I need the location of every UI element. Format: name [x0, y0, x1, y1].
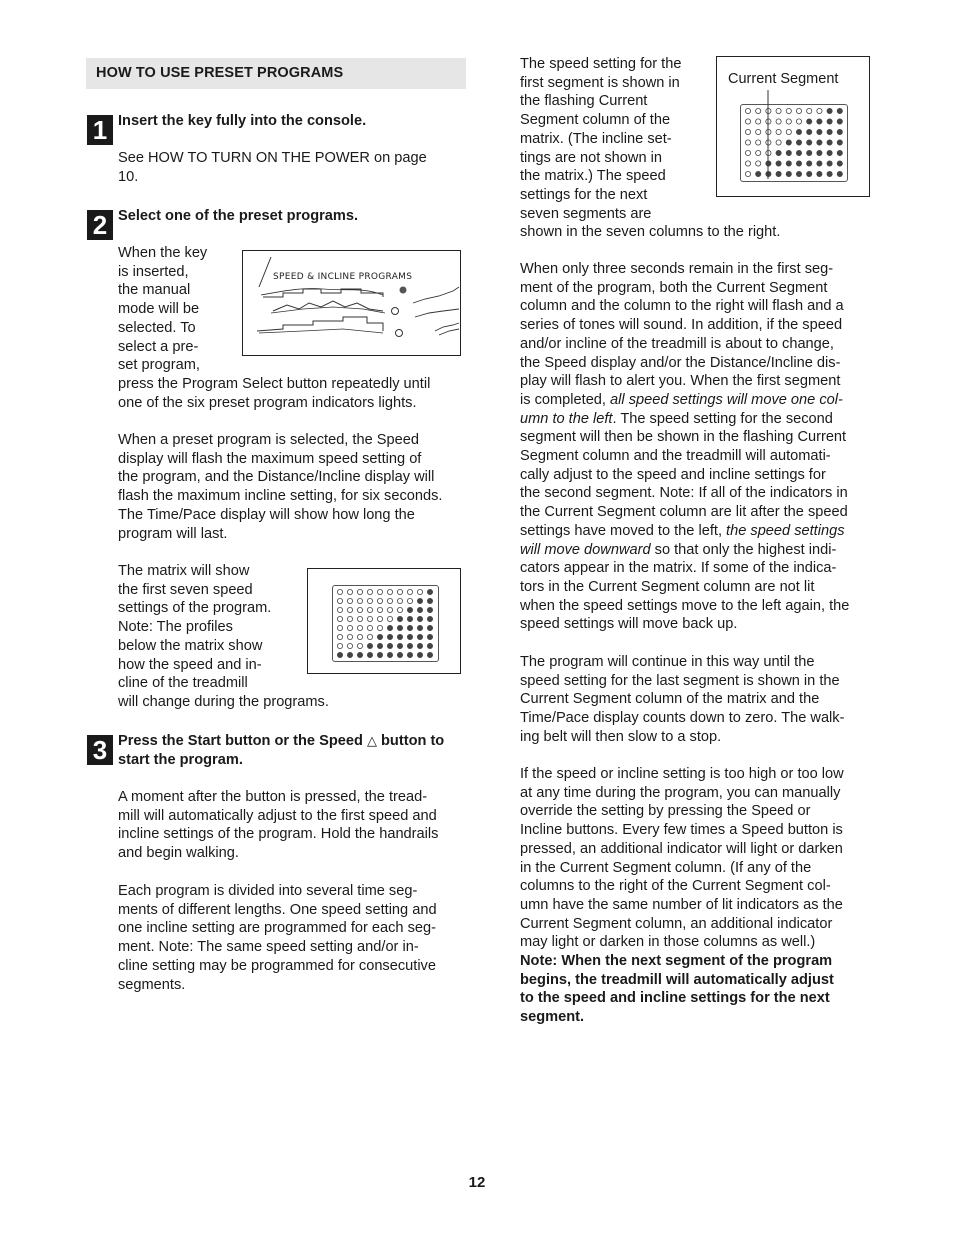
matrix-indicator	[407, 589, 412, 594]
matrix-indicator	[397, 652, 402, 657]
step-2-heading: Select one of the preset programs.	[118, 208, 359, 224]
matrix-indicator	[337, 589, 342, 594]
matrix-indicator	[367, 643, 372, 648]
step-2-para-2: When a preset program is selected, the Speed display will flash the maximum speed setting of the program, and the Distance/Incline display will flash the maximum incline setting, for six seconds. The Time/Pace display will show how long the program will last.	[118, 432, 443, 542]
step-1-heading: Insert the key fully into the console.	[118, 113, 367, 129]
matrix-indicator	[397, 607, 402, 612]
speed-up-icon: △	[366, 733, 377, 748]
matrix-indicator	[367, 652, 372, 657]
matrix-indicator	[377, 598, 382, 603]
matrix-indicator	[367, 607, 372, 612]
step-3-para-2: Each program is divided into several time seg- ments of different lengths. One speed setting and one incline setting are programmed for each seg- ment. Note: The same speed setting and/or in- cline setting may be programmed for consecutive segments.	[118, 883, 437, 993]
matrix-indicator	[417, 607, 422, 612]
matrix-indicator	[407, 643, 412, 648]
matrix-indicator	[407, 652, 412, 657]
matrix-indicator	[387, 607, 392, 612]
matrix-indicator	[387, 598, 392, 603]
matrix-indicator	[397, 625, 402, 630]
right-para-2-c: . The speed setting for the second segment will then be shown in the flashing Current Segment column and the treadmill will automati- cally adjust to the speed and incline settings for the second segment. Note: If all of the indicators in the Current Segment column are lit after the speed settings have moved to the left,	[520, 410, 848, 539]
step-3-number: 3	[87, 735, 113, 765]
right-para-2-a: When only three seconds remain in the first seg- ment of the program, both the Current Segment column and the column to the right will flash and a series of tones will sound. In addition, if the speed and/or incline of the treadmill is about to change, the Speed display and/or the Distance/Incline dis- play will flash to alert you. When the first segment is completed,	[520, 261, 844, 408]
matrix-indicator	[347, 652, 352, 657]
matrix-indicator	[417, 634, 422, 639]
matrix-indicator	[357, 643, 362, 648]
right-para-3: The program will continue in this way until the speed setting for the last segment is shown in the Current Segment column of the matrix and the Time/Pace display counts down to zero. The walk- ing belt will then slow to a stop.	[520, 654, 845, 745]
program-profile-3	[257, 317, 383, 331]
matrix-indicator	[427, 625, 432, 630]
matrix-indicator	[377, 643, 382, 648]
matrix-indicator	[417, 616, 422, 621]
current-segment-label: Current Segment	[728, 71, 839, 87]
speed-matrix-illustration	[307, 568, 461, 674]
right-para-4: If the speed or incline setting is too high or too low at any time during the program, you can manually override the setting by pressing the Speed or Incline buttons. Every few times a Speed button is pressed, an additional indicator will light or darken in the Current Segment column. (If any of the columns to the right of the Current Segment col- umn have the same number of lit indicators as the Current Segment column, an additional indicator may light or darken in those columns as well.)	[520, 766, 844, 951]
matrix-indicator	[347, 643, 352, 648]
matrix-indicator	[387, 625, 392, 630]
matrix-indicator	[407, 598, 412, 603]
matrix-indicator	[367, 634, 372, 639]
current-segment-pointer	[717, 57, 869, 196]
matrix-indicator	[367, 616, 372, 621]
matrix-indicator	[427, 616, 432, 621]
matrix-indicator	[427, 598, 432, 603]
section-title: HOW TO USE PRESET PROGRAMS	[96, 65, 344, 81]
program-indicator-light-3	[396, 330, 403, 337]
matrix-indicator	[337, 616, 342, 621]
step-2-body-wrap: When the key is inserted, the manual mode will be selected. To select a pre- set program,	[118, 245, 208, 374]
matrix-indicator	[357, 589, 362, 594]
matrix-indicator	[417, 643, 422, 648]
matrix-indicator	[427, 643, 432, 648]
matrix-indicator	[427, 634, 432, 639]
right-para-2-italic-2: the speed settings will move downward	[520, 522, 845, 558]
right-para-2-e: so that only the highest indi- cators appear in the matrix. If some of the indica- tors in the Current Segment column are not lit when the speed settings move to the left again, the speed settings will move back up.	[520, 541, 850, 633]
matrix-indicator	[357, 652, 362, 657]
page-number: 12	[468, 1174, 486, 1191]
step-2-para-3-cont: will change during the programs.	[118, 694, 329, 710]
matrix-indicator	[337, 598, 342, 603]
matrix-indicator	[347, 625, 352, 630]
matrix-indicator	[357, 607, 362, 612]
matrix-indicator	[337, 607, 342, 612]
step-1-number: 1	[87, 115, 113, 145]
right-para-4-note: Note: When the next segment of the program begins, the treadmill will automatically adjust to the speed and incline settings for the next segment.	[520, 953, 834, 1026]
matrix-indicator	[347, 598, 352, 603]
matrix-indicator	[357, 634, 362, 639]
matrix-indicator	[367, 589, 372, 594]
matrix-indicator	[397, 598, 402, 603]
matrix-indicator	[347, 634, 352, 639]
matrix-indicator	[377, 589, 382, 594]
matrix-indicator	[407, 607, 412, 612]
matrix-indicator	[397, 634, 402, 639]
console-panel-illustration	[242, 250, 461, 356]
step-3-heading-line-2: start the program.	[118, 752, 243, 768]
matrix-indicator	[367, 625, 372, 630]
matrix-indicator	[397, 616, 402, 621]
current-segment-illustration	[716, 56, 870, 197]
matrix-indicator	[387, 589, 392, 594]
matrix-indicator	[387, 643, 392, 648]
speed-matrix-grid	[333, 586, 438, 661]
matrix-indicator	[377, 625, 382, 630]
right-para-2-italic-1: all speed settings will move one col- umn to the left	[520, 391, 843, 427]
matrix-indicator	[397, 643, 402, 648]
matrix-indicator	[377, 652, 382, 657]
matrix-indicator	[407, 634, 412, 639]
matrix-indicator	[407, 616, 412, 621]
right-para-1-cont: shown in the seven columns to the right.	[520, 224, 781, 240]
console-panel-label: SPEED & INCLINE PROGRAMS	[273, 272, 413, 282]
matrix-indicator	[377, 634, 382, 639]
matrix-indicator	[347, 589, 352, 594]
right-para-2	[520, 260, 849, 634]
speed-matrix-frame	[332, 585, 439, 662]
step-2-body-cont: press the Program Select button repeatedly until one of the six preset program indicators lights.	[118, 376, 431, 411]
program-indicator-light-1	[400, 287, 407, 294]
matrix-indicator	[337, 634, 342, 639]
matrix-indicator	[387, 652, 392, 657]
right-para-1-wrap: The speed setting for the first segment is shown in the flashing Current Segment column of the matrix. (The incline set- tings are not shown in the matrix.) The speed settings for the next seven segments are	[520, 56, 682, 222]
matrix-indicator	[417, 652, 422, 657]
matrix-indicator	[337, 652, 342, 657]
matrix-indicator	[337, 625, 342, 630]
matrix-indicator	[427, 652, 432, 657]
step-3-heading-part-a: Press the Start button or the Speed	[118, 733, 363, 749]
matrix-indicator	[417, 625, 422, 630]
matrix-indicator	[367, 598, 372, 603]
matrix-indicator	[387, 616, 392, 621]
step-3-para-1: A moment after the button is pressed, the tread- mill will automatically adjust to the first speed and incline settings of the program. Hold the handrails and begin walking.	[118, 789, 439, 862]
matrix-indicator	[377, 607, 382, 612]
matrix-indicator	[417, 589, 422, 594]
console-panel-drawing	[243, 251, 460, 355]
matrix-indicator	[377, 616, 382, 621]
matrix-indicator	[397, 589, 402, 594]
matrix-indicator	[387, 634, 392, 639]
matrix-indicator	[417, 598, 422, 603]
matrix-indicator	[337, 643, 342, 648]
matrix-indicator	[357, 616, 362, 621]
step-2-para-3-wrap: The matrix will show the first seven speed settings of the program. Note: The profiles below the matrix show how the speed and in- cline of the treadmill	[118, 563, 272, 692]
step-3-heading	[118, 732, 444, 751]
step-1-body: See HOW TO TURN ON THE POWER on page 10.	[118, 150, 427, 185]
matrix-indicator	[357, 598, 362, 603]
matrix-indicator	[347, 616, 352, 621]
program-indicator-light-2	[392, 308, 399, 315]
matrix-indicator	[347, 607, 352, 612]
matrix-indicator	[427, 589, 432, 594]
matrix-indicator	[407, 625, 412, 630]
matrix-indicator	[357, 625, 362, 630]
matrix-indicator	[427, 607, 432, 612]
step-2-number: 2	[87, 210, 113, 240]
step-3-heading-part-b: button to	[381, 733, 445, 749]
